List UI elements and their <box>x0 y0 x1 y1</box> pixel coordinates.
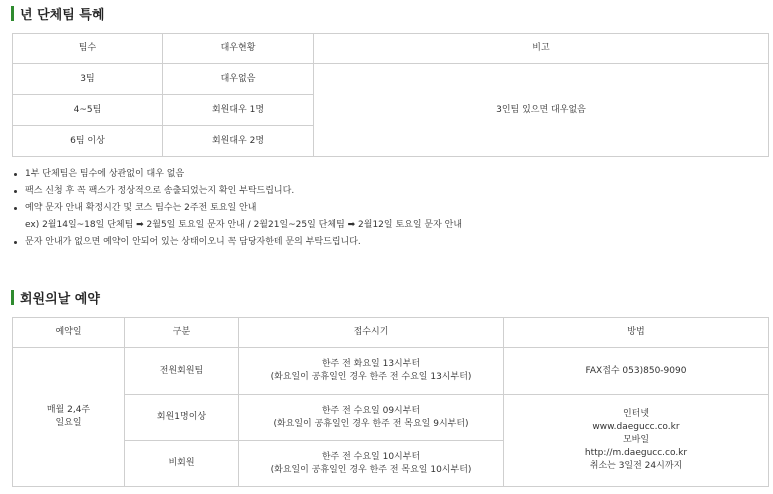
header-type: 구분 <box>125 318 239 348</box>
header-period: 접수시기 <box>239 318 504 348</box>
group-benefit-title-text: 년 단체팀 특혜 <box>20 7 105 23</box>
cell-method-fax: FAX접수 053)850-9090 <box>504 348 769 395</box>
table-row <box>13 348 769 395</box>
cell-period: 한주 전 수요일 10시부터 (화요일이 공휴일인 경우 한주 전 목요일 10시부터) <box>239 441 504 487</box>
cell-status: 대우없음 <box>163 64 314 95</box>
cell-status: 회원대우 2명 <box>163 126 314 157</box>
bullet-icon <box>14 241 17 244</box>
member-day-title <box>11 288 100 306</box>
bullet-icon <box>14 190 17 193</box>
note-item: 팩스 신청 후 꼭 팩스가 정상적으로 송출되었는지 확인 부탁드립니다. <box>10 183 750 200</box>
cell-teams: 6팀 이상 <box>13 126 163 157</box>
cell-type: 회원1명이상 <box>125 395 239 441</box>
table-header-row <box>13 34 769 64</box>
section-marker-icon <box>11 6 14 21</box>
notes-list <box>10 166 750 251</box>
cell-date: 매월 2,4주 일요일 <box>13 348 125 487</box>
mobile-link[interactable]: http://m.daegucc.co.kr <box>584 448 688 458</box>
section-marker-icon <box>11 290 14 305</box>
group-benefit-title <box>11 4 104 22</box>
header-remark: 비고 <box>314 34 769 64</box>
cell-period: 한주 전 화요일 13시부터 (화요일이 공휴일인 경우 한주 전 수요일 13시부터) <box>239 348 504 395</box>
header-status: 대우현황 <box>163 34 314 64</box>
bullet-icon <box>14 173 17 176</box>
header-teams: 팀수 <box>13 34 163 64</box>
table-row <box>13 64 769 95</box>
cell-remark: 3인팀 있으면 대우없음 <box>314 64 769 157</box>
member-day-table <box>12 317 769 487</box>
member-day-title-text: 회원의날 예약 <box>20 291 100 307</box>
table-header-row <box>13 318 769 348</box>
group-benefit-table <box>12 33 769 157</box>
note-item: 1부 단체팀은 팀수에 상관없이 대우 없음 <box>10 166 750 183</box>
note-item: 예약 문자 안내 확정시간 및 코스 팀수는 2주전 토요일 안내 <box>10 200 750 217</box>
cell-type: 비회원 <box>125 441 239 487</box>
bullet-icon <box>14 207 17 210</box>
header-date: 예약일 <box>13 318 125 348</box>
internet-link[interactable]: www.daegucc.co.kr <box>592 422 680 432</box>
cell-period: 한주 전 수요일 09시부터 (화요일이 공휴일인 경우 한주 전 목요일 9시부터) <box>239 395 504 441</box>
note-example: ex) 2월14일~18일 단체팀 ➡ 2월5일 토요일 문자 안내 / 2월21일~25일 단체팀 ➡ 2월12일 토요일 문자 안내 <box>25 220 463 230</box>
header-method: 방법 <box>504 318 769 348</box>
cell-teams: 3팀 <box>13 64 163 95</box>
cell-teams: 4~5팀 <box>13 95 163 126</box>
note-item: 문자 안내가 없으면 예약이 안되어 있는 상태이오니 꼭 담당자한테 문의 부탁드립니다. <box>10 234 750 251</box>
cell-type: 전원회원팀 <box>125 348 239 395</box>
table-row <box>13 395 769 441</box>
cell-status: 회원대우 1명 <box>163 95 314 126</box>
cell-method-online: 인터넷 www.daegucc.co.kr 모바일 http://m.daegucc.co.kr 취소는 3일전 24시까지 <box>504 395 769 487</box>
